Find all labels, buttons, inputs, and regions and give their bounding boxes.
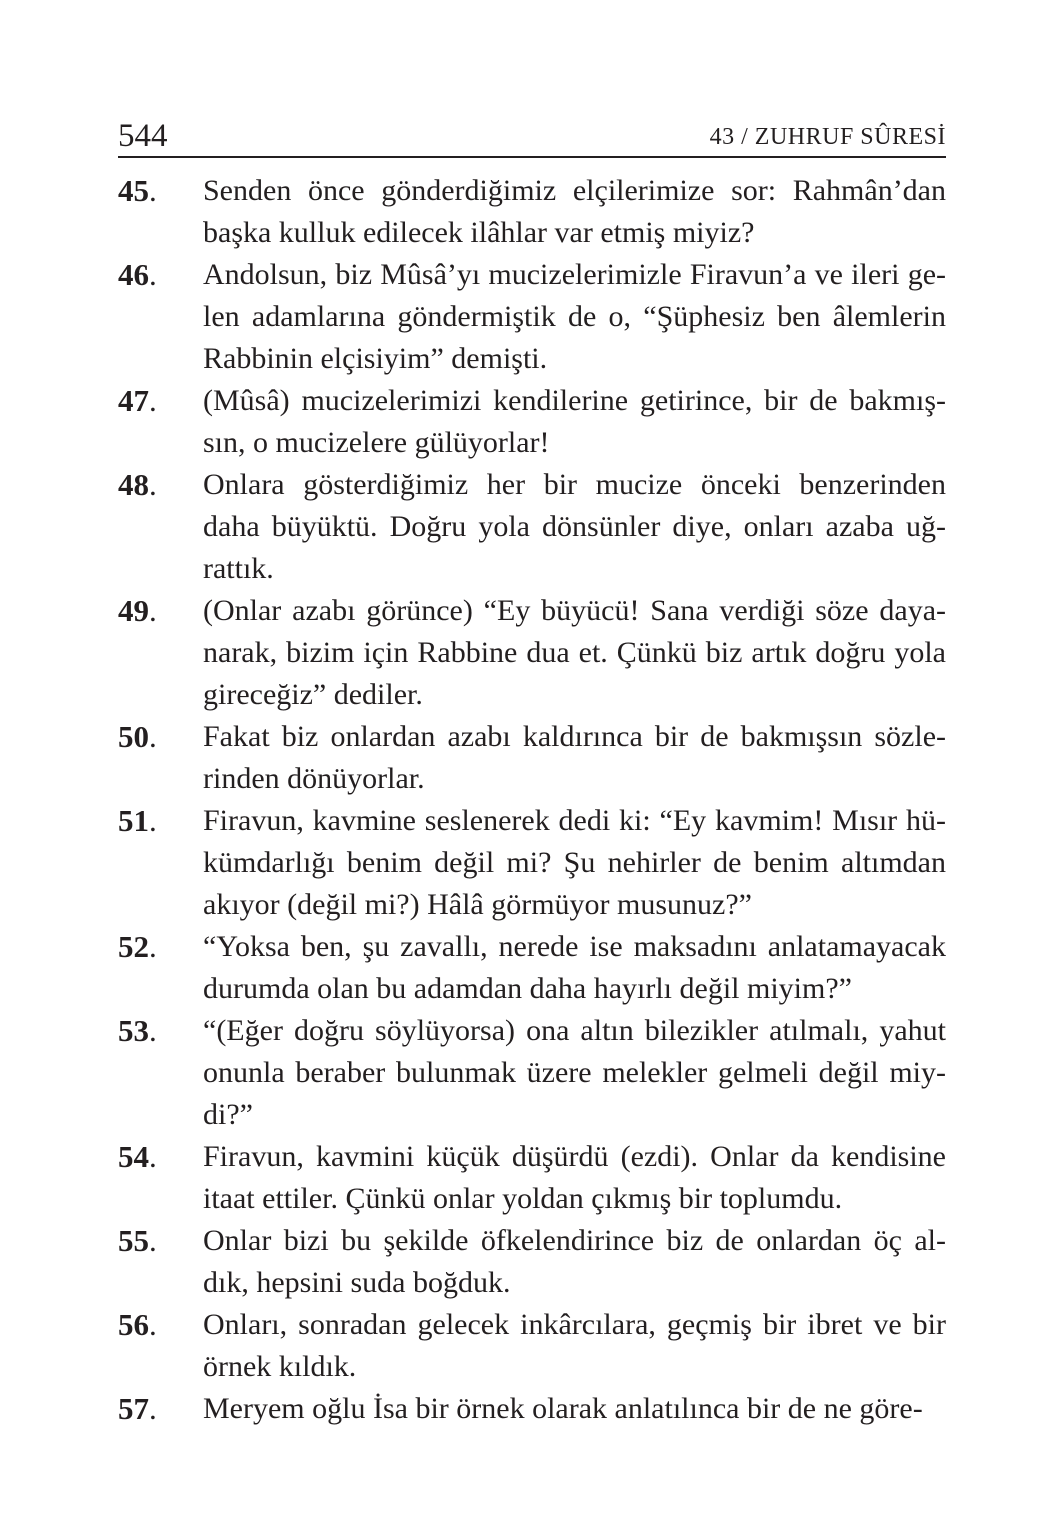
verse-number — [118, 1388, 157, 1430]
verse-text-line: sın, o mucizelere gülüyorlar! — [203, 426, 550, 459]
verse-text-line: Onlar bizi bu şekilde öfkelendirince biz de onlardan öç al- — [203, 1224, 946, 1257]
verse-text-line: Onlara gösterdiğimiz her bir mucize önceki benzerinden — [203, 468, 946, 501]
verse-number — [118, 716, 157, 758]
verse-number-text: 48 — [118, 467, 149, 502]
verse-number-period: . — [149, 803, 157, 838]
verse-number-period: . — [149, 173, 157, 208]
verse-number — [118, 800, 157, 842]
verse-list — [118, 170, 946, 1430]
verse-number-text: 50 — [118, 719, 149, 754]
verse-number-text: 47 — [118, 383, 149, 418]
verse-number-text: 56 — [118, 1307, 149, 1342]
verse-53 — [118, 1010, 946, 1136]
verse-text-line: durumda olan bu adamdan daha hayırlı değil miyim?” — [203, 972, 852, 1005]
verse-55 — [118, 1220, 946, 1304]
verse-number-period: . — [149, 1307, 157, 1342]
verse-number — [118, 170, 157, 212]
verse-number-text: 45 — [118, 173, 149, 208]
verse-text-line: Andolsun, biz Mûsâ’yı mucizelerimizle Firavun’a ve ileri ge- — [203, 258, 946, 291]
verse-56 — [118, 1304, 946, 1388]
verse-number-period: . — [149, 1391, 157, 1426]
verse-number-period: . — [149, 1223, 157, 1258]
page-header — [118, 116, 946, 158]
verse-number-text: 54 — [118, 1139, 149, 1174]
verse-text-line: rattık. — [203, 552, 274, 585]
verse-number-period: . — [149, 929, 157, 964]
verse-text-line: narak, bizim için Rabbine dua et. Çünkü biz artık doğru yola — [203, 636, 946, 669]
verse-number — [118, 590, 157, 632]
verse-number-text: 51 — [118, 803, 149, 838]
verse-text-line: başka kulluk edilecek ilâhlar var etmiş miyiz? — [203, 216, 755, 249]
verse-text-line: örnek kıldık. — [203, 1350, 357, 1383]
verse-text-line: onunla beraber bulunmak üzere melekler gelmeli değil miy- — [203, 1056, 946, 1089]
verse-text-line: kümdarlığı benim değil mi? Şu nehirler de benim altımdan — [203, 846, 946, 879]
verse-number-text: 55 — [118, 1223, 149, 1258]
verse-number-period: . — [149, 383, 157, 418]
page-number: 544 — [118, 118, 168, 154]
verse-text-line: len adamlarına göndermiştik de o, “Şüphesiz ben âlemlerin — [203, 300, 946, 333]
verse-number — [118, 380, 157, 422]
verse-number-text: 46 — [118, 257, 149, 292]
verse-text-line: di?” — [203, 1098, 253, 1131]
verse-text-line: “Yoksa ben, şu zavallı, nerede ise maksadını anlatamayacak — [203, 930, 946, 963]
verse-text-line: Fakat biz onlardan azabı kaldırınca bir de bakmışsın sözle- — [203, 720, 946, 753]
verse-number — [118, 1010, 157, 1052]
verse-number — [118, 1220, 157, 1262]
verse-text-line: “(Eğer doğru söylüyorsa) ona altın bilezikler atılmalı, yahut — [203, 1014, 946, 1047]
running-head: 43 / ZUHRUF SÛRESİ — [709, 124, 946, 150]
verse-number — [118, 1136, 157, 1178]
verse-number — [118, 926, 157, 968]
verse-text-line: rinden dönüyorlar. — [203, 762, 425, 795]
verse-number-period: . — [149, 1139, 157, 1174]
verse-text-line: akıyor (değil mi?) Hâlâ görmüyor musunuz?” — [203, 888, 752, 921]
verse-number-period: . — [149, 257, 157, 292]
verse-48 — [118, 464, 946, 590]
verse-45 — [118, 170, 946, 254]
verse-text-line: Rabbinin elçisiyim” demişti. — [203, 342, 548, 375]
verse-number-period: . — [149, 593, 157, 628]
verse-text-line: Meryem oğlu İsa bir örnek olarak anlatılınca bir de ne göre- — [203, 1392, 923, 1425]
verse-number-period: . — [149, 1013, 157, 1048]
verse-50 — [118, 716, 946, 800]
verse-number-text: 52 — [118, 929, 149, 964]
verse-text-line: Firavun, kavmini küçük düşürdü (ezdi). Onlar da kendisine — [203, 1140, 946, 1173]
verse-46 — [118, 254, 946, 380]
verse-51 — [118, 800, 946, 926]
verse-52 — [118, 926, 946, 1010]
verse-text-line: Senden önce gönderdiğimiz elçilerimize sor: Rahmân’dan — [203, 174, 946, 207]
verse-number-text: 53 — [118, 1013, 149, 1048]
verse-number-period: . — [149, 719, 157, 754]
verse-text-line: Onları, sonradan gelecek inkârcılara, geçmiş bir ibret ve bir — [203, 1308, 946, 1341]
verse-text-line: itaat ettiler. Çünkü onlar yoldan çıkmış bir toplumdu. — [203, 1182, 843, 1215]
verse-text-line: (Mûsâ) mucizelerimizi kendilerine getirince, bir de bakmış- — [203, 384, 946, 417]
verse-number-text: 57 — [118, 1391, 149, 1426]
verse-number — [118, 464, 157, 506]
verse-number — [118, 254, 157, 296]
verse-number-period: . — [149, 467, 157, 502]
verse-text-line: daha büyüktü. Doğru yola dönsünler diye, onları azaba uğ- — [203, 510, 946, 543]
verse-text-line: gireceğiz” dediler. — [203, 678, 423, 711]
verse-text-line: Firavun, kavmine seslenerek dedi ki: “Ey kavmim! Mısır hü- — [203, 804, 946, 837]
verse-text-line: dık, hepsini suda boğduk. — [203, 1266, 511, 1299]
verse-number-text: 49 — [118, 593, 149, 628]
verse-49 — [118, 590, 946, 716]
verse-57 — [118, 1388, 946, 1430]
verse-54 — [118, 1136, 946, 1220]
verse-text-line: (Onlar azabı görünce) “Ey büyücü! Sana verdiği söze daya- — [203, 594, 946, 627]
verse-47 — [118, 380, 946, 464]
verse-number — [118, 1304, 157, 1346]
